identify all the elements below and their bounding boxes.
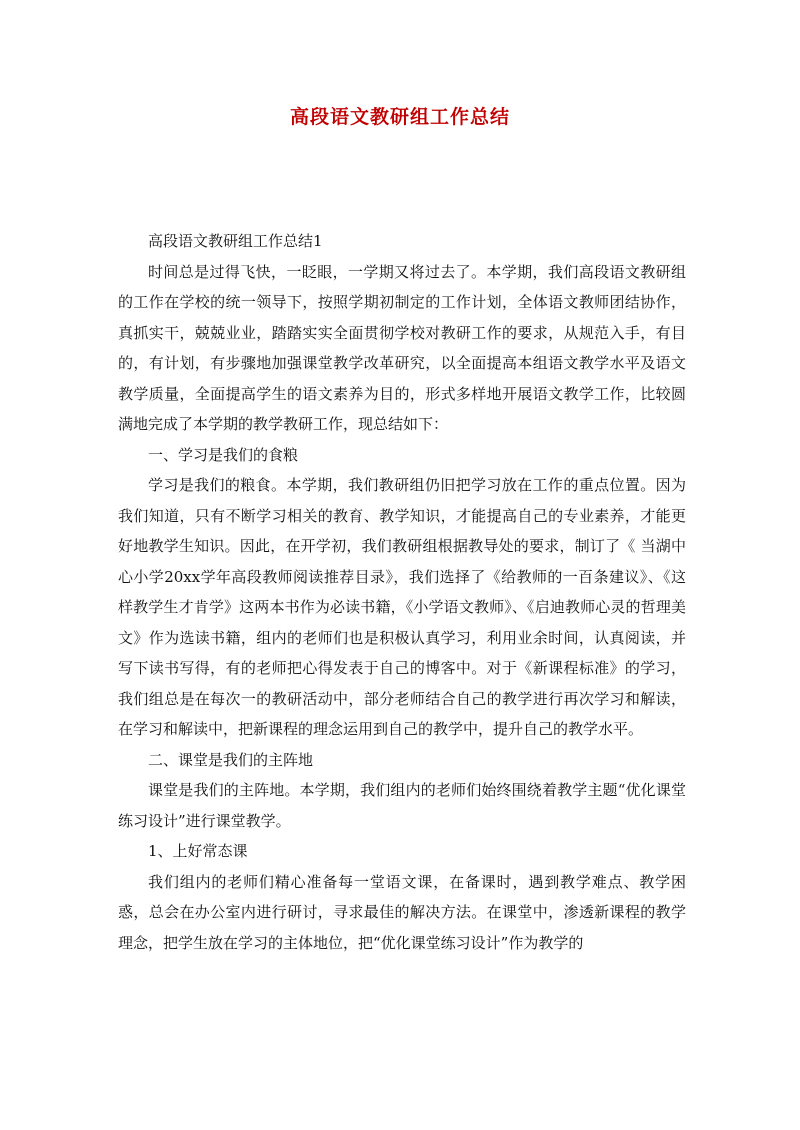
section-heading-study: 一、学习是我们的食粮 [148, 445, 299, 464]
paragraph-study: 学习是我们的粮食。本学期，我们教研组仍旧把学习放在工作的重点位置。因为我们知道，只有不断学习相关的教育、教学知识，才能提高自己的专业素养，才能更好地教学生知识。因此，在开学初，我们教研组根据教导处的要求，制订了《 当湖中心小学20xx学年高段教师阅读推荐目录》，我们选择了《给教师的一百条建议》、《这样教学生才肯学》这两本书作为必读书籍，《小学语文教师》、《启迪教师心灵的哲理美文》作为选读书籍，组内的老师们也是积极认真学习，利用业余时间，认真阅读，并写下读书写得，有的老师把心得发表于自己的博客中。对于《新课程标准》的学习，我们组总是在每次一的教研活动中，部分老师结合自己的教学进行再次学习和解读，在学习和解读中，把新课程的理念运用到自己的教学中，提升自己的教学水平。 [118, 476, 686, 738]
paragraph-regular-class: 我们组内的老师们精心准备每一堂语文课，在备课时，遇到教学难点、教学困惑，总会在办公室内进行研讨，寻求最佳的解决方法。在课堂中，渗透新课程的教学理念，把学生放在学习的主体地位，把“优化课堂练习设计”作为教学的 [118, 872, 686, 952]
document-title: 高段语文教研组工作总结 [289, 106, 510, 128]
paragraph-classroom: 课堂是我们的主阵地。本学期，我们组内的老师们始终围绕着教学主题“优化课堂练习设计”进行课堂教学。 [118, 781, 686, 830]
paragraph-intro: 时间总是过得飞快，一眨眼，一学期又将过去了。本学期，我们高段语文教研组的工作在学校的统一领导下，按照学期初制定的工作计划，全体语文教师团结协作，真抓实干，兢兢业业，踏踏实实全面贯彻学校对教研工作的要求，从规范入手，有目的，有计划，有步骤地加强课堂教学改革研究，以全面提高本组语文教学水平及语文教学质量，全面提高学生的语文素养为目的，形式多样地开展语文教学工作，比较圆满地完成了本学期的教学教研工作，现总结如下： [118, 262, 686, 433]
section-heading-1: 高段语文教研组工作总结1 [148, 232, 323, 250]
subsection-heading-regular-class: 1、上好常态课 [148, 842, 248, 860]
document-body [118, 226, 686, 958]
section-heading-classroom: 二、课堂是我们的主阵地 [148, 750, 314, 769]
